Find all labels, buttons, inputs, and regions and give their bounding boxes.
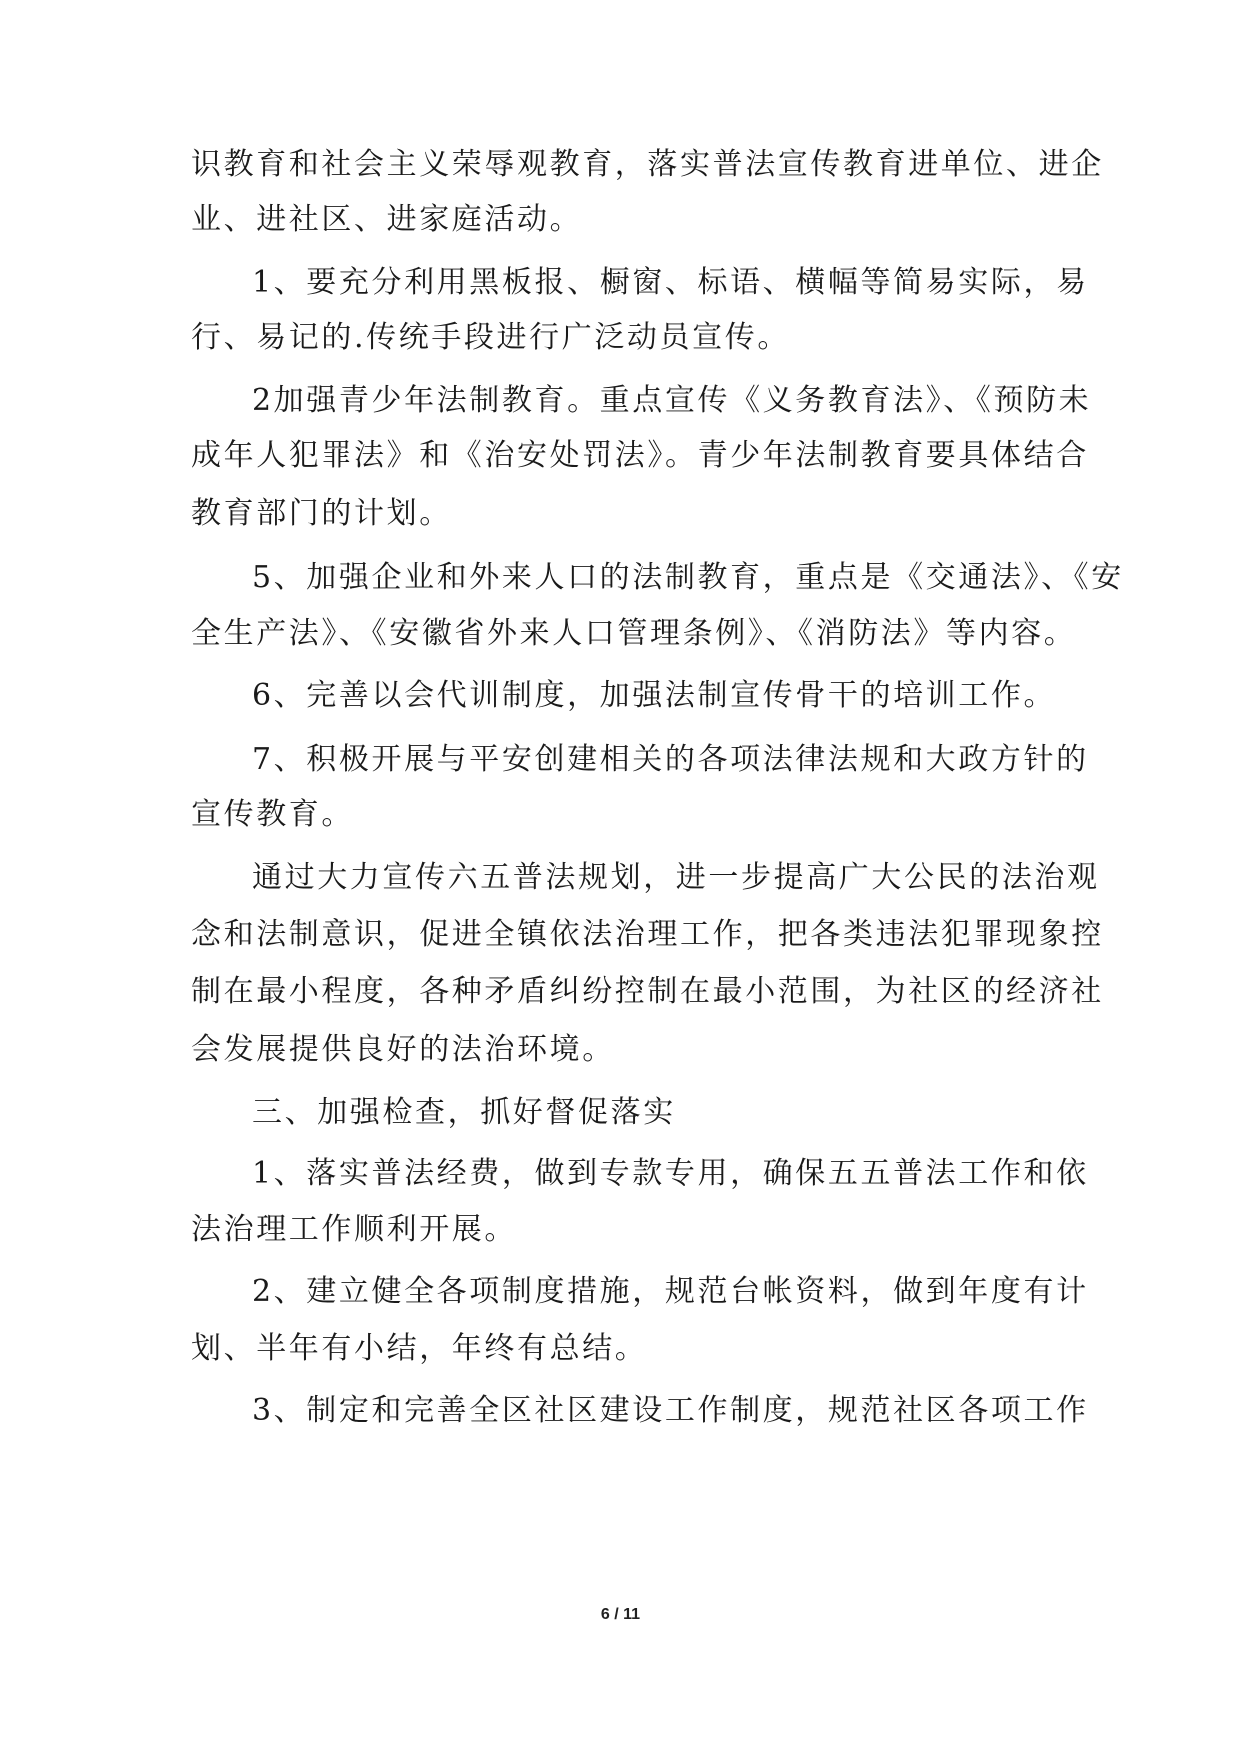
text-line: 划、半年有小结，年终有总结。 [191, 1331, 648, 1366]
text-line: 法治理工作顺利开展。 [191, 1212, 517, 1247]
text-line: 1、要充分利用黑板报、橱窗、标语、横幅等简易实际，易 [252, 265, 1089, 300]
text-line: 识教育和社会主义荣辱观教育，落实普法宣传教育进单位、进企 [191, 147, 1104, 182]
text-line: 教育部门的计划。 [191, 496, 452, 531]
text-line: 2、建立健全各项制度措施，规范台帐资料，做到年度有计 [252, 1274, 1089, 1309]
text-line: 制在最小程度，各种矛盾纠纷控制在最小范围，为社区的经济社 [191, 974, 1104, 1009]
page-number: 6 / 11 [600, 1606, 641, 1623]
section-heading: 三、加强检查，抓好督促落实 [252, 1095, 676, 1130]
text-line: 会发展提供良好的法治环境。 [191, 1032, 615, 1067]
text-line: 行、易记的.传统手段进行广泛动员宣传。 [191, 320, 790, 355]
text-line: 宣传教育。 [191, 797, 354, 832]
text-line: 业、进社区、进家庭活动。 [191, 202, 583, 237]
text-line: 6、完善以会代训制度，加强法制宣传骨干的培训工作。 [252, 678, 1057, 713]
text-line: 全生产法》、《安徽省外来人口管理条例》、《消防法》等内容。 [191, 616, 1077, 651]
text-line: 5、加强企业和外来人口的法制教育，重点是《交通法》、《安 [252, 560, 1124, 595]
text-line: 2加强青少年法制教育。重点宣传《义务教育法》、《预防未 [252, 383, 1092, 418]
text-line: 3、制定和完善全区社区建设工作制度，规范社区各项工作 [252, 1393, 1089, 1428]
text-line: 成年人犯罪法》和《治安处罚法》。青少年法制教育要具体结合 [191, 438, 1089, 473]
text-line: 7、积极开展与平安创建相关的各项法律法规和大政方针的 [252, 742, 1089, 777]
text-line: 念和法制意识，促进全镇依法治理工作，把各类违法犯罪现象控 [191, 917, 1104, 952]
text-line: 通过大力宣传六五普法规划，进一步提高广大公民的法治观 [252, 860, 1100, 895]
text-line: 1、落实普法经费，做到专款专用，确保五五普法工作和依 [252, 1156, 1089, 1191]
